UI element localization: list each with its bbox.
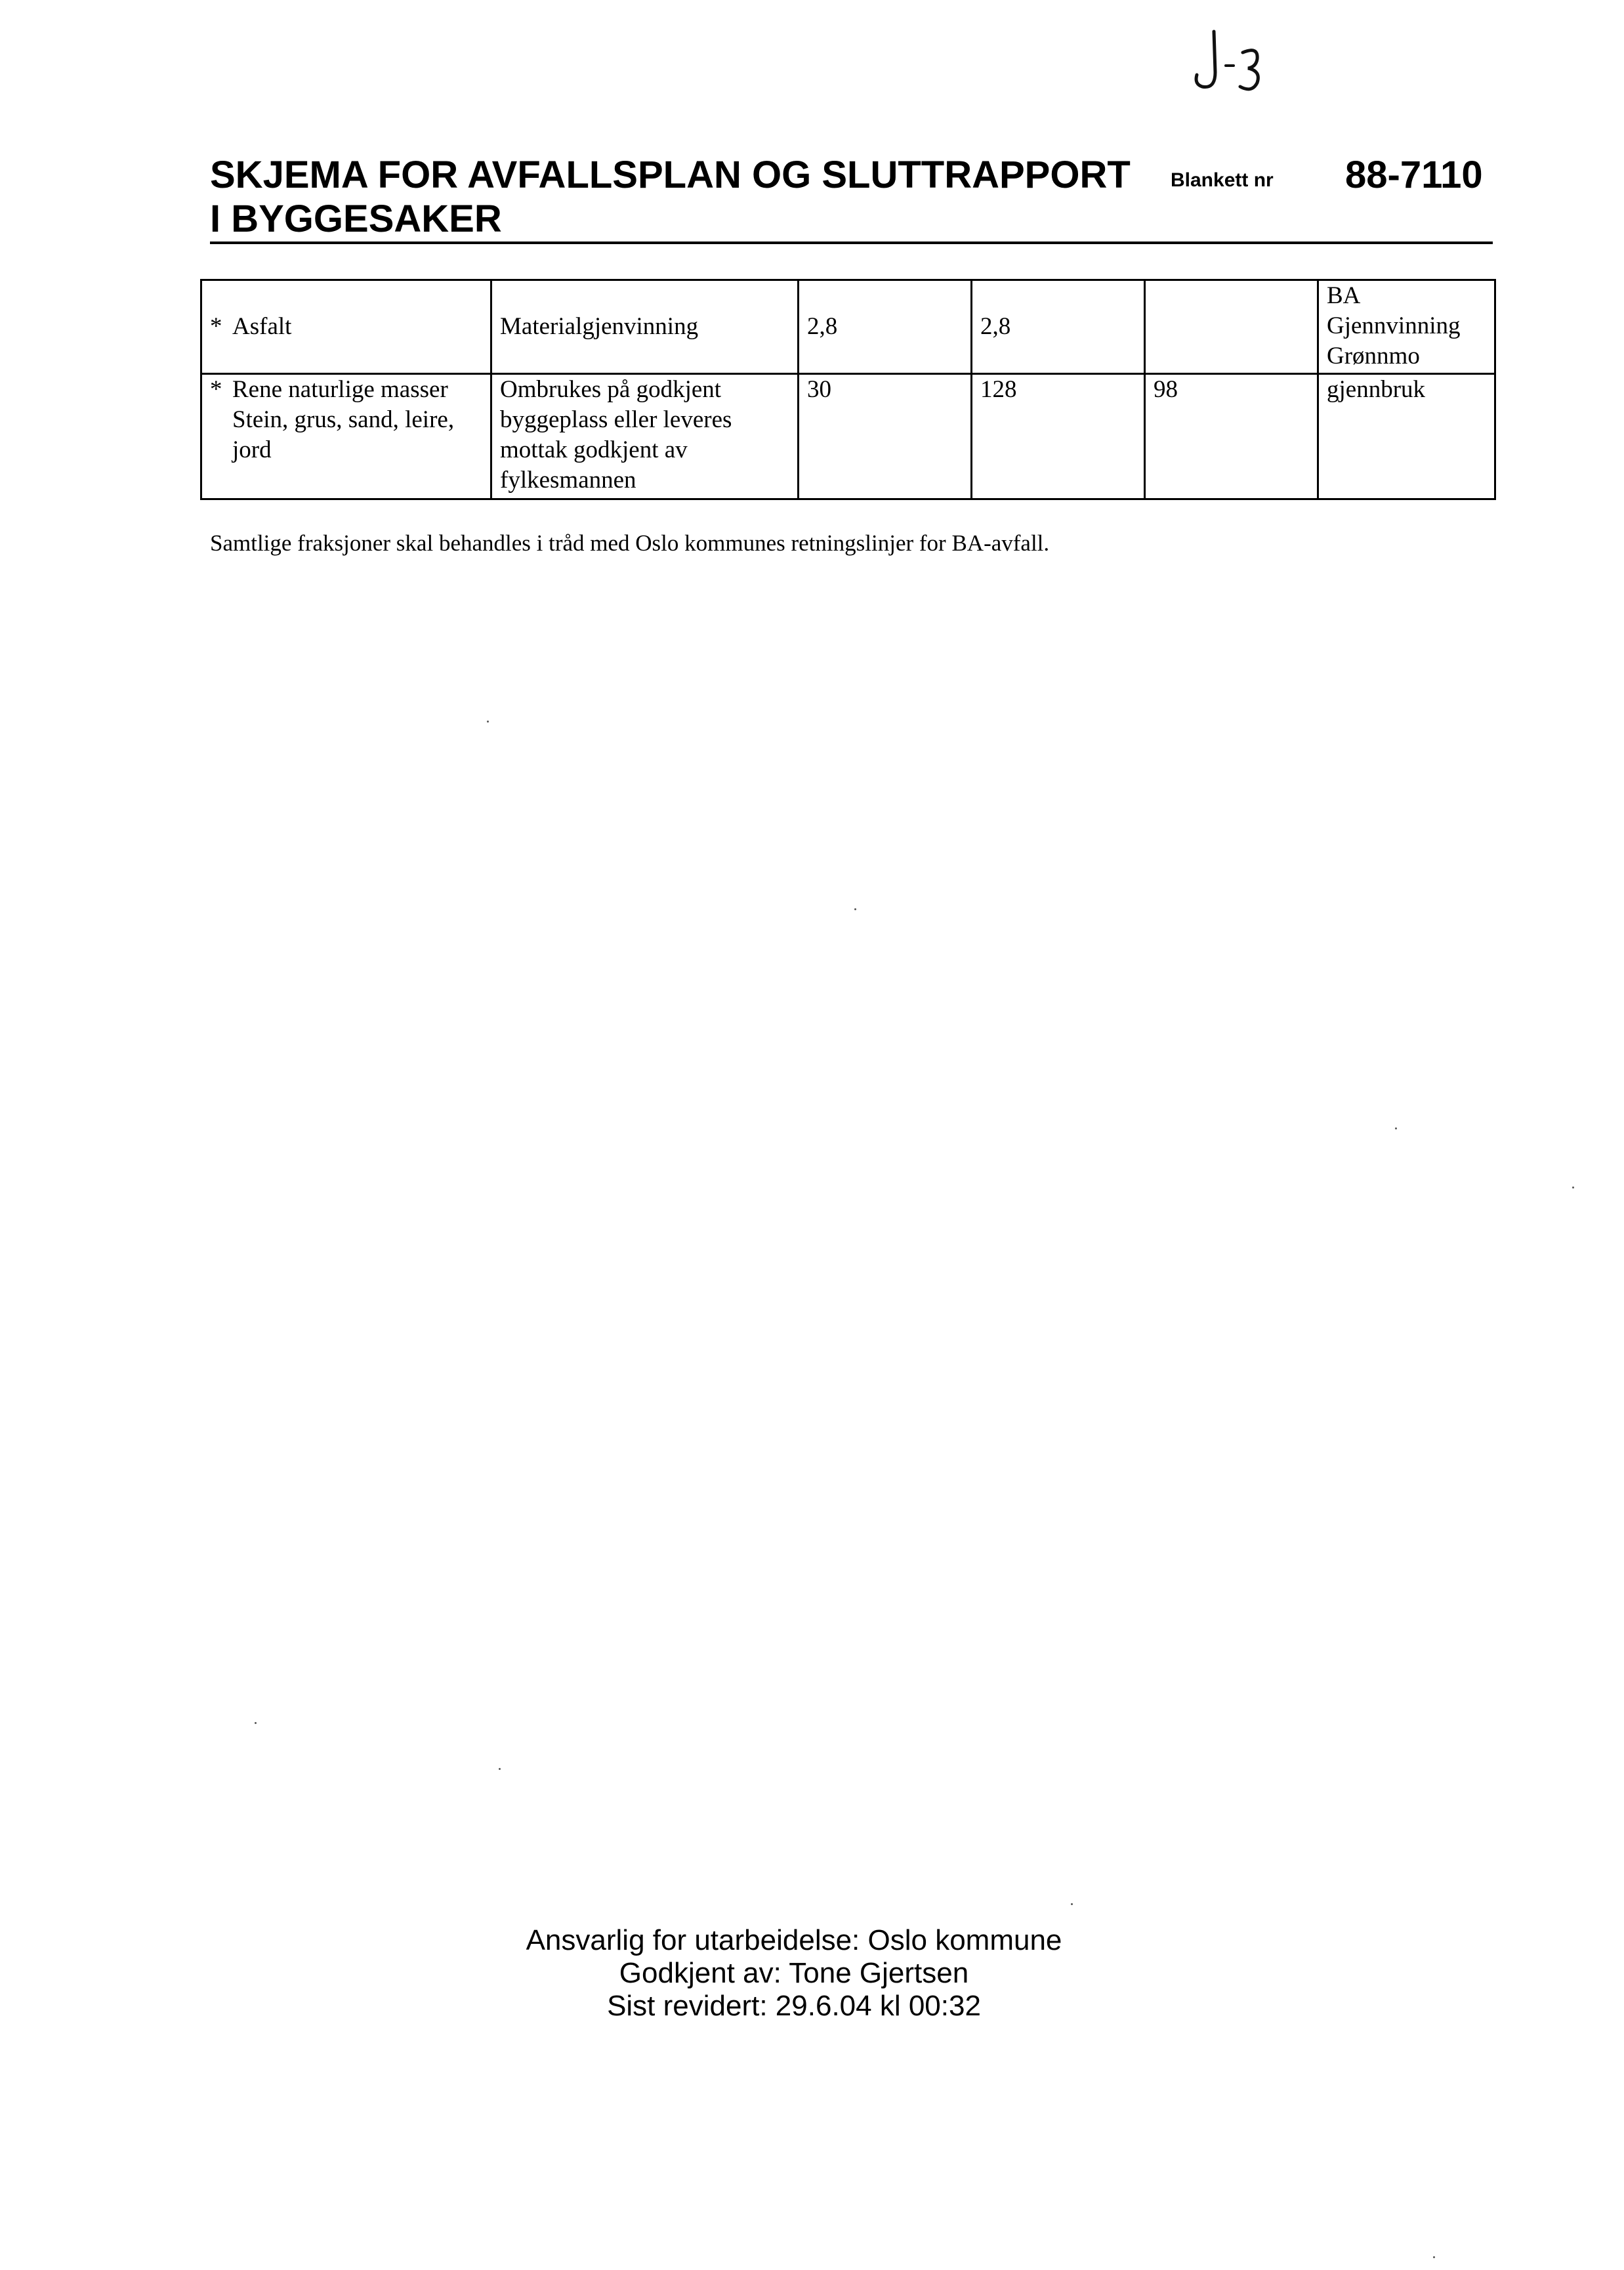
receiver-line: Grønnmo — [1327, 343, 1420, 369]
handling-line: byggeplass eller leveres — [500, 406, 732, 433]
scan-speck — [499, 1768, 501, 1770]
value-2: 2,8 — [980, 313, 1011, 340]
handling-cell — [491, 374, 799, 499]
handling-line: Ombrukes på godkjent — [500, 376, 722, 403]
value-cell — [972, 374, 1145, 499]
waste-type: Asfalt — [232, 313, 292, 340]
scan-speck — [1071, 1903, 1073, 1905]
handwritten-j3-mark — [1188, 26, 1286, 98]
value-cell — [1145, 374, 1318, 499]
handling-method: Materialgjenvinning — [500, 313, 699, 340]
footer-approved: Godkjent av: Tone Gjertsen — [619, 1957, 969, 1989]
blankett-number: 88-7110 — [1345, 154, 1483, 196]
waste-type-line: jord — [232, 436, 272, 463]
handling-notice: Samtlige fraksjoner skal behandles i tråd med Oslo kommunes retningslinjer for BA-avfall. — [210, 530, 1050, 556]
value-3: 98 — [1154, 376, 1178, 403]
blankett-label: Blankett nr — [1171, 169, 1274, 191]
receiver-line: BA — [1327, 282, 1361, 309]
document-title-line-1: SKJEMA FOR AVFALLSPLAN OG SLUTTRAPPORT — [210, 154, 1131, 196]
scan-speck — [1433, 2256, 1435, 2258]
value-2: 128 — [980, 376, 1017, 403]
handling-cell — [491, 280, 799, 374]
header-divider — [210, 242, 1493, 244]
table-row — [201, 374, 1495, 499]
row-asterisk: * — [210, 313, 222, 340]
scan-speck — [255, 1722, 257, 1724]
value-cell — [799, 374, 972, 499]
receiver-cell — [1318, 374, 1495, 499]
scan-speck — [487, 721, 489, 723]
waste-type-cell — [201, 280, 491, 374]
value-1: 30 — [807, 376, 831, 403]
waste-table — [200, 279, 1496, 500]
table-row — [201, 280, 1495, 374]
scan-speck — [1395, 1127, 1397, 1129]
value-cell — [799, 280, 972, 374]
row-asterisk: * — [210, 376, 222, 403]
footer-responsible: Ansvarlig for utarbeidelse: Oslo kommune — [526, 1924, 1062, 1956]
waste-type-cell — [201, 374, 491, 499]
value-cell — [1145, 280, 1318, 374]
receiver-cell — [1318, 280, 1495, 374]
receiver-line: Gjennvinning — [1327, 312, 1461, 339]
handling-line: mottak godkjent av — [500, 436, 688, 463]
footer-revised: Sist revidert: 29.6.04 kl 00:32 — [607, 1990, 981, 2022]
waste-type-line: Stein, grus, sand, leire, — [232, 406, 455, 433]
value-cell — [972, 280, 1145, 374]
handling-line: fylkesmannen — [500, 467, 636, 494]
scan-speck — [854, 908, 856, 910]
receiver: gjennbruk — [1327, 376, 1426, 403]
value-1: 2,8 — [807, 313, 838, 340]
document-title-line-2: I BYGGESAKER — [210, 198, 502, 240]
scan-speck — [1572, 1187, 1574, 1188]
waste-type-line: Rene naturlige masser — [232, 376, 448, 403]
